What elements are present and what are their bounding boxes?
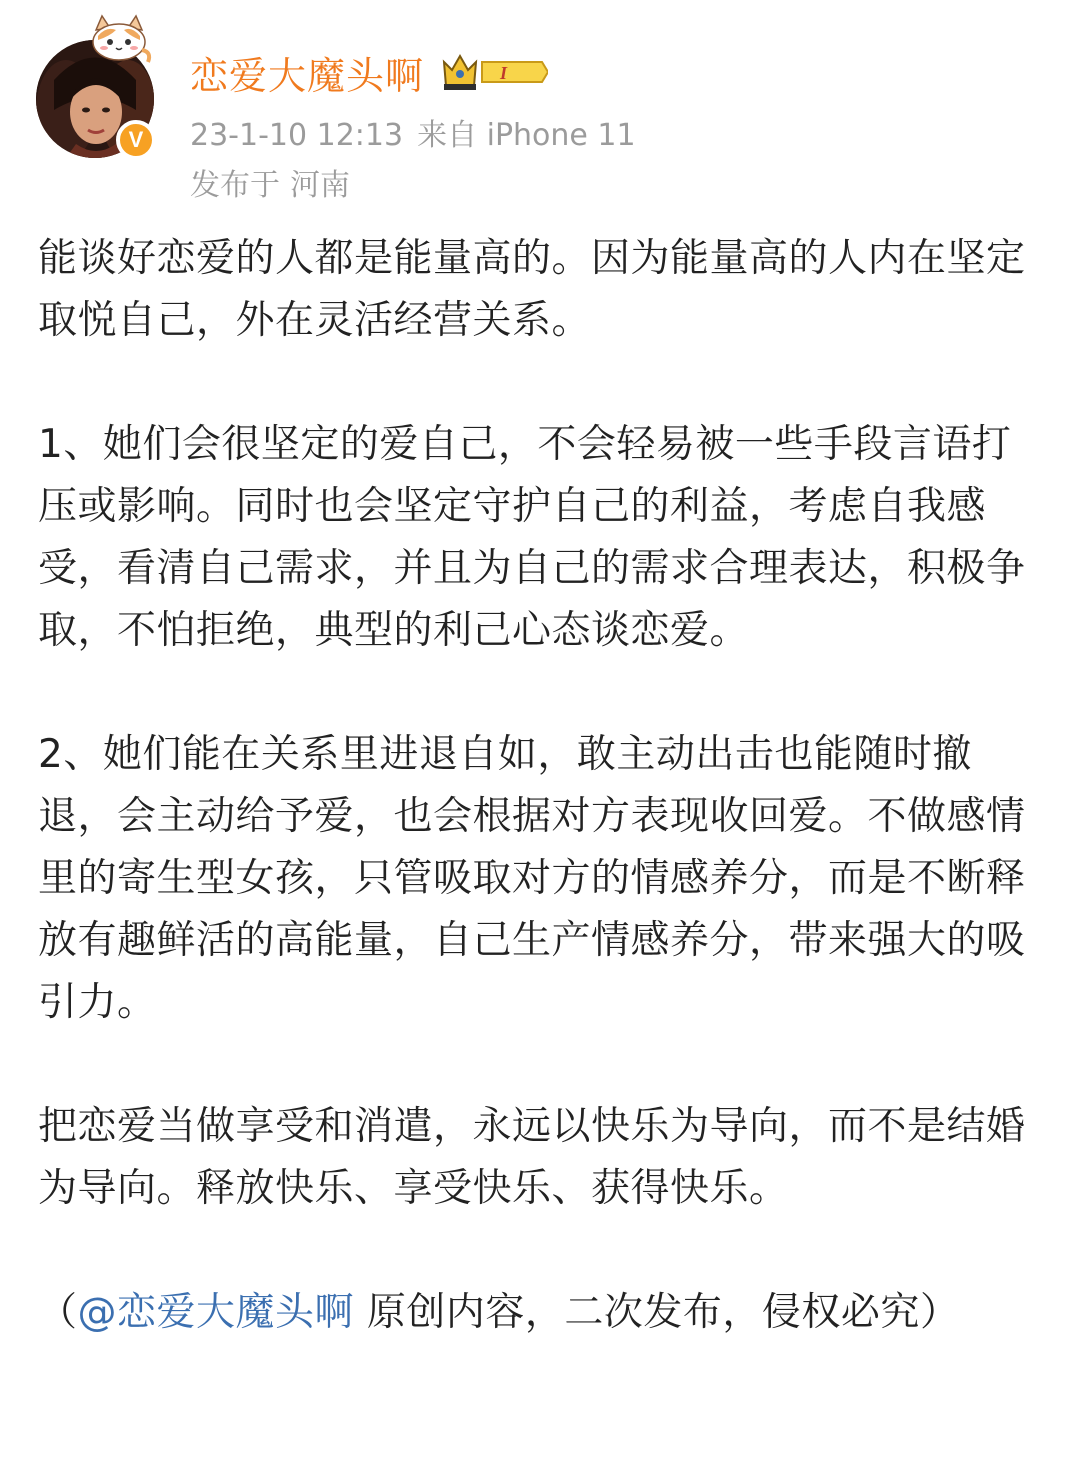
copyright-notice (38, 1282, 1038, 1344)
crown-level-badge-icon[interactable] (438, 50, 548, 94)
author-mention-link[interactable]: @恋爱大魔头啊 (77, 1290, 355, 1335)
paragraph-conclusion: 把恋爱当做享受和消遣，永远以快乐为导向，而不是结婚为导向。释放快乐、享受快乐、获得快乐。 (38, 1104, 1026, 1211)
author-name[interactable]: 恋爱大魔头啊 (190, 53, 425, 98)
post-source: 来自 iPhone 11 (417, 118, 636, 153)
avatar-container[interactable] (36, 40, 156, 160)
paragraph-intro: 能谈好恋爱的人都是能量高的。因为能量高的人内在坚定取悦自己，外在灵活经营关系。 (38, 236, 1026, 343)
copyright-text: 原创内容，二次发布，侵权必究 (354, 1290, 920, 1335)
paragraph-point-1: 1、她们会很坚定的爱自己，不会轻易被一些手段言语打压或影响。同时也会坚定守护自己的利益，考虑自我感受，看清自己需求，并且为自己的需求合理表达，积极争取，不怕拒绝，典型的利己心态谈恋爱。 (38, 422, 1026, 653)
verified-badge-icon: V (116, 120, 156, 160)
cat-pendant-icon (84, 14, 154, 66)
location-prefix: 发布于 (190, 168, 280, 203)
level-label: I (500, 63, 508, 83)
post-location (190, 160, 350, 204)
paragraph-point-2: 2、她们能在关系里进退自如，敢主动出击也能随时撤退，会主动给予爱，也会根据对方表现收回爱。不做感情里的寄生型女孩，只管吸取对方的情感养分，而是不断释放有趣鲜活的高能量，自己生产情感养分，带来强大的吸引力。 (38, 732, 1026, 1025)
post-content (38, 228, 1038, 1344)
location-name: 河南 (290, 168, 350, 203)
close-paren: ） (919, 1290, 960, 1335)
author-row (190, 46, 548, 98)
post-header (0, 0, 1080, 210)
post-meta (190, 110, 636, 154)
post-time: 23-1-10 12:13 (190, 118, 404, 153)
open-paren: （ (38, 1290, 78, 1335)
